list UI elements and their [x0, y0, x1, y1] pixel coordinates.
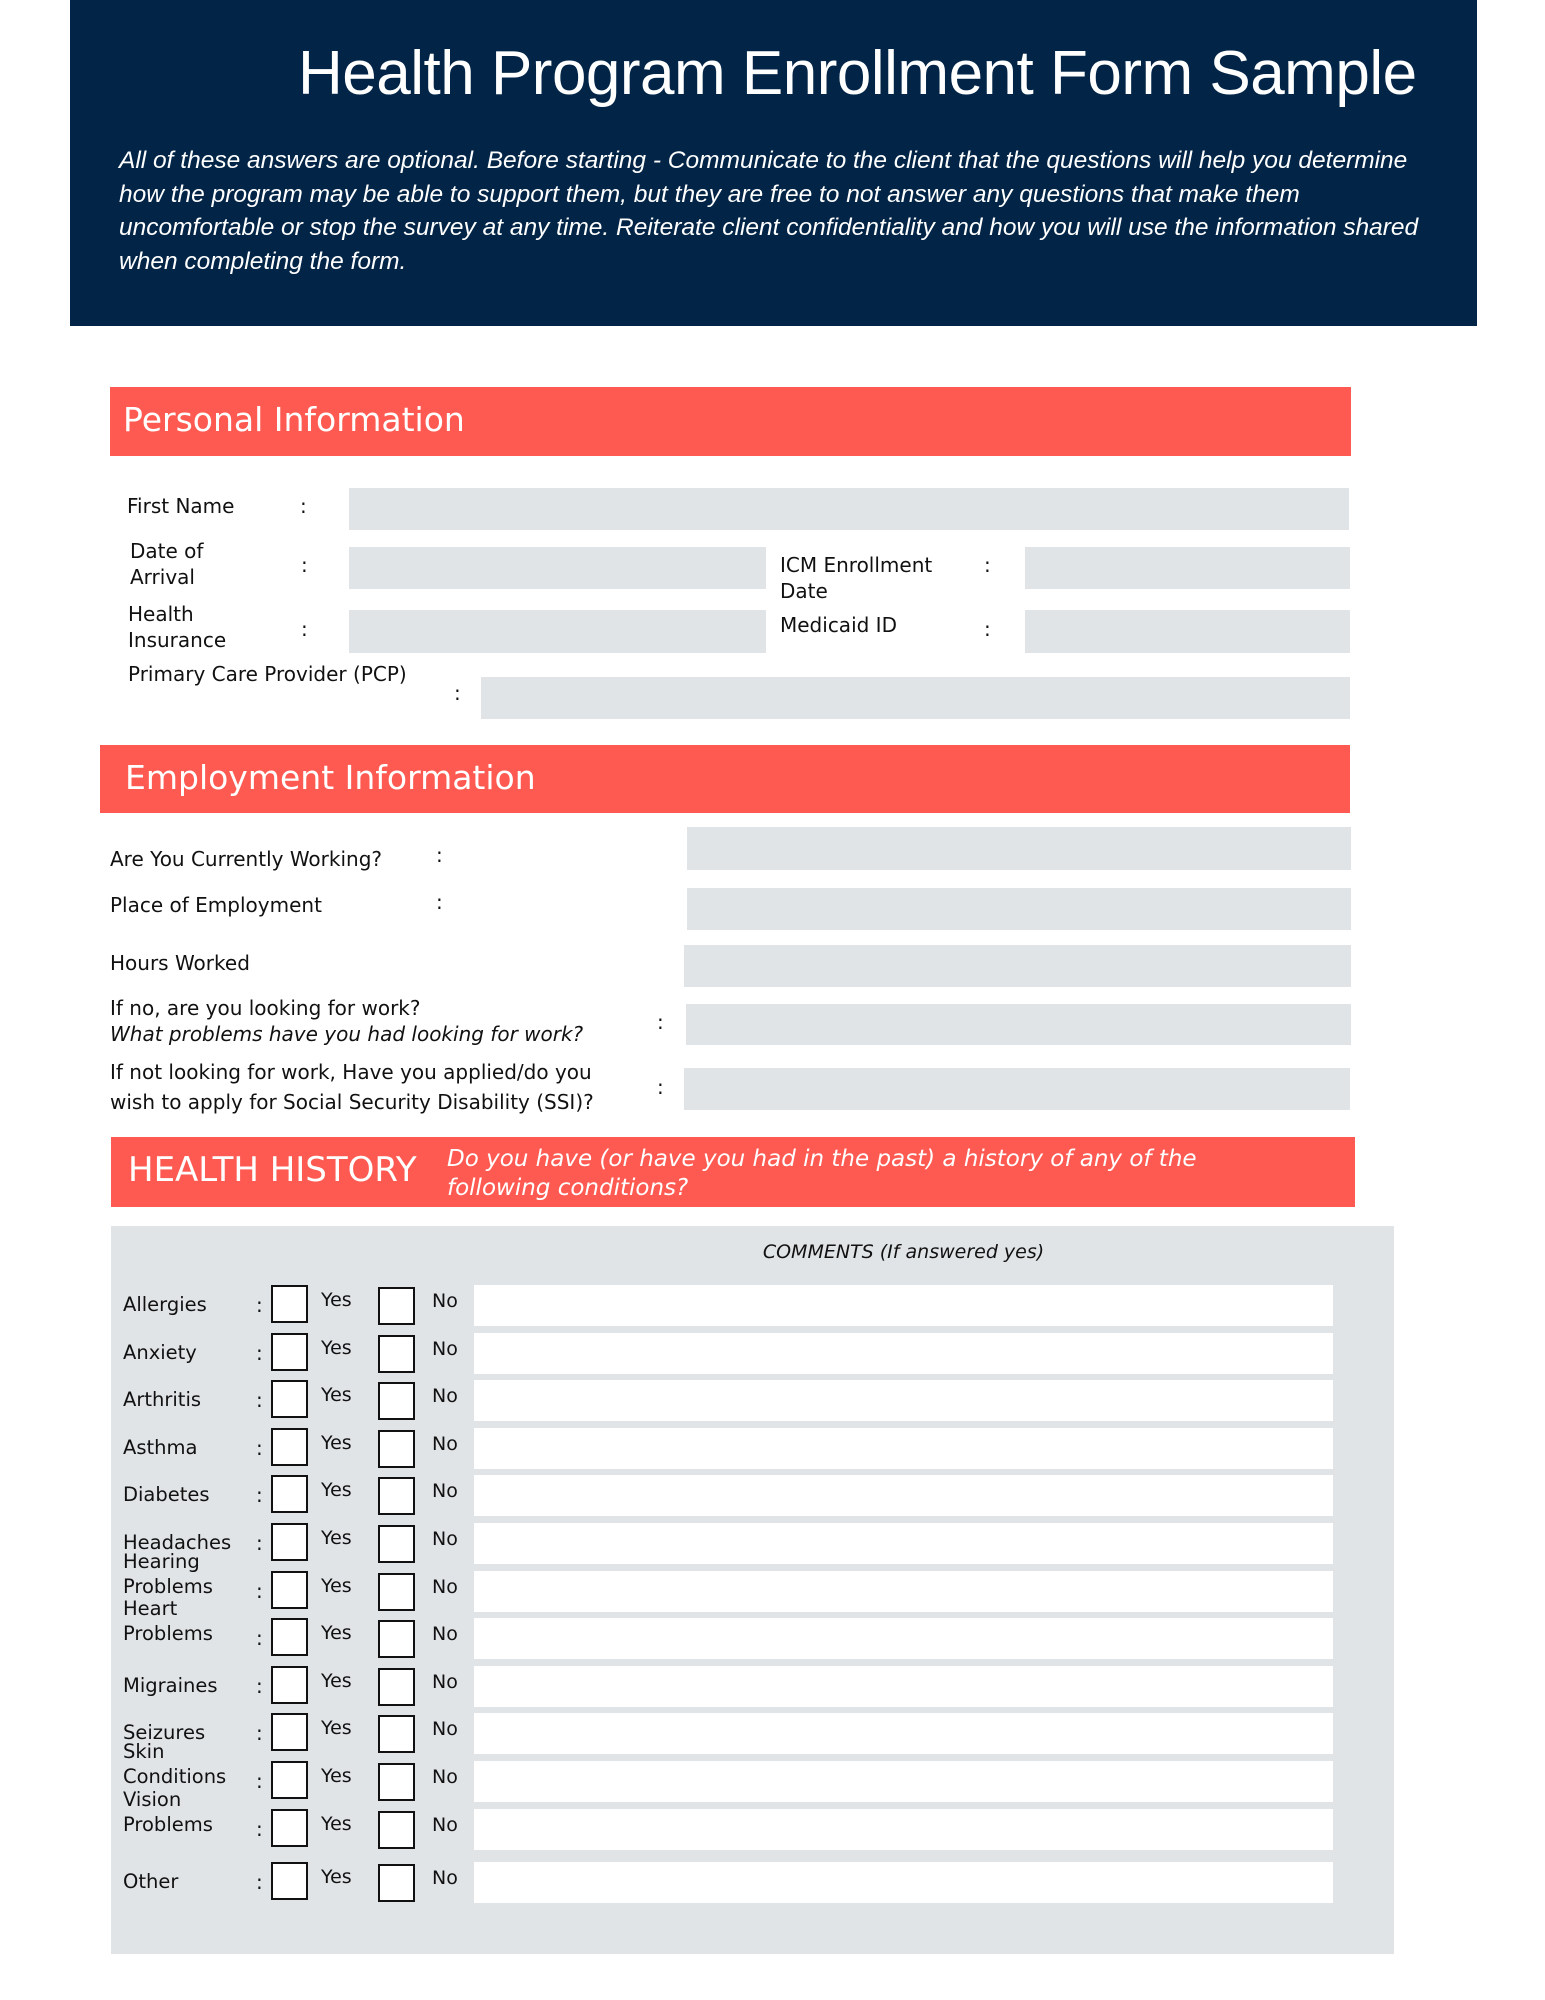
yes-label: Yes [321, 1431, 352, 1454]
no-label: No [432, 1766, 458, 1788]
label-line: Health [128, 602, 194, 626]
condition-label: Migraines [123, 1673, 218, 1697]
no-checkbox[interactable] [378, 1430, 415, 1468]
comment-input[interactable] [474, 1571, 1333, 1612]
no-label: No [432, 1480, 458, 1503]
comments-header: COMMENTS (If answered yes) [762, 1241, 1045, 1263]
condition-label: Skin Conditions [123, 1740, 227, 1788]
colon: : [256, 1816, 263, 1841]
condition-label: Headaches [123, 1531, 232, 1554]
colon: : [454, 681, 461, 705]
colon: : [300, 494, 307, 518]
comment-input[interactable] [474, 1285, 1333, 1326]
yes-checkbox[interactable] [271, 1428, 308, 1466]
no-label: No [432, 1337, 458, 1360]
comment-input[interactable] [474, 1713, 1333, 1754]
no-label: No [432, 1813, 458, 1836]
colon: : [984, 553, 991, 577]
label-line: wish to apply for Social Security Disability (SSI)? [110, 1090, 594, 1114]
place-of-employment-label: Place of Employment [110, 893, 322, 917]
label-line: If no, are you looking for work? [110, 996, 421, 1020]
yes-label: Yes [321, 1866, 352, 1889]
no-checkbox[interactable] [378, 1335, 415, 1373]
colon: : [256, 1340, 263, 1365]
ssi-input[interactable] [684, 1068, 1350, 1110]
comment-input[interactable] [474, 1475, 1333, 1516]
no-label: No [432, 1575, 458, 1598]
no-checkbox[interactable] [378, 1573, 415, 1611]
no-checkbox[interactable] [378, 1382, 415, 1420]
yes-checkbox[interactable] [271, 1571, 308, 1609]
label-line: Date of [130, 539, 204, 563]
condition-label: Seizures [123, 1721, 206, 1745]
colon: : [301, 617, 308, 641]
yes-label: Yes [321, 1336, 352, 1359]
ssi-label [110, 1057, 594, 1117]
yes-label: Yes [321, 1669, 352, 1692]
health-section-subtitle [447, 1145, 1197, 1203]
no-checkbox[interactable] [378, 1620, 415, 1658]
currently-working-input[interactable] [687, 827, 1351, 870]
colon: : [256, 1293, 263, 1317]
intro-text: All of these answers are optional. Before starting - Communicate to the client that the questions will help you determine how the program may be able to support them, but they are free to not answer any questions that make them uncomfortable or stop the survey at any time. Reiterate client confidentiality and how you will use the information shared when completing the form. [119, 147, 1419, 275]
health-insurance-label [128, 601, 226, 653]
colon: : [256, 1626, 263, 1651]
colon: : [256, 1531, 263, 1555]
yes-checkbox[interactable] [271, 1380, 308, 1418]
yes-checkbox[interactable] [271, 1713, 308, 1751]
comment-input[interactable] [474, 1809, 1333, 1850]
no-checkbox[interactable] [378, 1715, 415, 1753]
personal-section-title: Personal Information [123, 400, 465, 439]
no-checkbox[interactable] [378, 1864, 415, 1902]
condition-label: Hearing Problems [123, 1549, 213, 1598]
yes-label: Yes [321, 1527, 352, 1549]
subtitle-line: following conditions? [447, 1175, 689, 1201]
currently-working-label: Are You Currently Working? [110, 847, 383, 871]
comment-input[interactable] [474, 1618, 1333, 1659]
colon: : [657, 1010, 664, 1034]
comment-input[interactable] [474, 1428, 1333, 1469]
no-label: No [432, 1432, 458, 1455]
yes-checkbox[interactable] [271, 1475, 308, 1513]
yes-label: Yes [321, 1812, 352, 1835]
label-line: Date [780, 579, 828, 603]
no-checkbox[interactable] [378, 1811, 415, 1849]
yes-label: Yes [321, 1765, 352, 1787]
page-title: Health Program Enrollment Form Sample [298, 39, 1417, 108]
medicaid-id-input[interactable] [1025, 610, 1350, 653]
yes-label: Yes [321, 1717, 352, 1740]
condition-label: Anxiety [123, 1340, 197, 1364]
condition-label: Allergies [123, 1293, 207, 1316]
label-line: Arrival [130, 565, 195, 589]
no-checkbox[interactable] [378, 1287, 415, 1325]
colon: : [256, 1483, 263, 1508]
comment-input[interactable] [474, 1333, 1333, 1374]
label-line: ICM Enrollment [780, 553, 933, 577]
condition-label: Heart Problems [123, 1597, 213, 1646]
colon: : [256, 1578, 263, 1603]
no-label: No [432, 1718, 458, 1741]
subtitle-line: Do you have (or have you had in the past) a history of any of the [447, 1146, 1197, 1172]
colon: : [436, 843, 443, 867]
place-of-employment-input[interactable] [687, 888, 1351, 930]
condition-label: Asthma [123, 1435, 198, 1459]
no-label: No [432, 1290, 458, 1312]
condition-label: Other [123, 1870, 179, 1894]
comment-input[interactable] [474, 1761, 1333, 1802]
colon: : [256, 1388, 263, 1413]
yes-label: Yes [321, 1622, 352, 1645]
hours-worked-input[interactable] [684, 945, 1351, 987]
no-checkbox[interactable] [378, 1763, 415, 1801]
first-name-label: First Name [127, 494, 235, 518]
yes-checkbox[interactable] [271, 1809, 308, 1847]
employment-section-title: Employment Information [125, 758, 536, 797]
colon: : [984, 617, 991, 641]
no-label: No [432, 1670, 458, 1693]
comment-input[interactable] [474, 1862, 1333, 1903]
no-label: No [432, 1867, 458, 1890]
yes-checkbox[interactable] [271, 1523, 308, 1561]
colon: : [256, 1769, 263, 1793]
comment-input[interactable] [474, 1666, 1333, 1707]
medicaid-id-label: Medicaid ID [780, 613, 897, 637]
yes-checkbox[interactable] [271, 1285, 308, 1323]
yes-checkbox[interactable] [271, 1618, 308, 1656]
colon: : [256, 1721, 263, 1746]
yes-label: Yes [321, 1289, 352, 1311]
health-section-title: HEALTH HISTORY [128, 1150, 417, 1190]
looking-for-work-input[interactable] [686, 1004, 1351, 1045]
colon: : [256, 1870, 263, 1895]
yes-checkbox[interactable] [271, 1761, 308, 1799]
condition-label: Arthritis [123, 1388, 202, 1412]
colon: : [256, 1435, 263, 1460]
yes-checkbox[interactable] [271, 1862, 308, 1900]
no-checkbox[interactable] [378, 1477, 415, 1515]
icm-enrollment-date-label [780, 552, 932, 604]
yes-checkbox[interactable] [271, 1333, 308, 1371]
date-of-arrival-input[interactable] [349, 547, 766, 589]
no-checkbox[interactable] [378, 1668, 415, 1706]
no-label: No [432, 1385, 458, 1408]
date-of-arrival-label [130, 538, 203, 590]
label-line: Insurance [128, 628, 227, 652]
yes-label: Yes [321, 1384, 352, 1407]
comment-input[interactable] [474, 1380, 1333, 1421]
yes-checkbox[interactable] [271, 1666, 308, 1704]
yes-label: Yes [321, 1479, 352, 1502]
comment-input[interactable] [474, 1523, 1333, 1564]
condition-label: Diabetes [123, 1483, 210, 1507]
icm-enrollment-date-input[interactable] [1025, 547, 1350, 589]
no-checkbox[interactable] [378, 1525, 415, 1563]
colon: : [657, 1075, 664, 1099]
pcp-label: Primary Care Provider (PCP) [128, 662, 407, 686]
colon: : [256, 1673, 263, 1698]
colon: : [301, 553, 308, 577]
no-label: No [432, 1623, 458, 1646]
first-name-input[interactable] [349, 488, 1349, 530]
yes-label: Yes [321, 1574, 352, 1597]
label-line-italic: What problems have you had looking for work? [110, 1022, 584, 1046]
health-insurance-input[interactable] [349, 610, 766, 653]
label-line: If not looking for work, Have you applied/do you [110, 1060, 592, 1084]
looking-for-work-label [110, 995, 583, 1047]
condition-label: Vision Problems [123, 1787, 213, 1836]
hours-worked-label: Hours Worked [110, 951, 250, 975]
pcp-input[interactable] [481, 677, 1350, 719]
no-label: No [432, 1528, 458, 1550]
colon: : [436, 890, 443, 914]
